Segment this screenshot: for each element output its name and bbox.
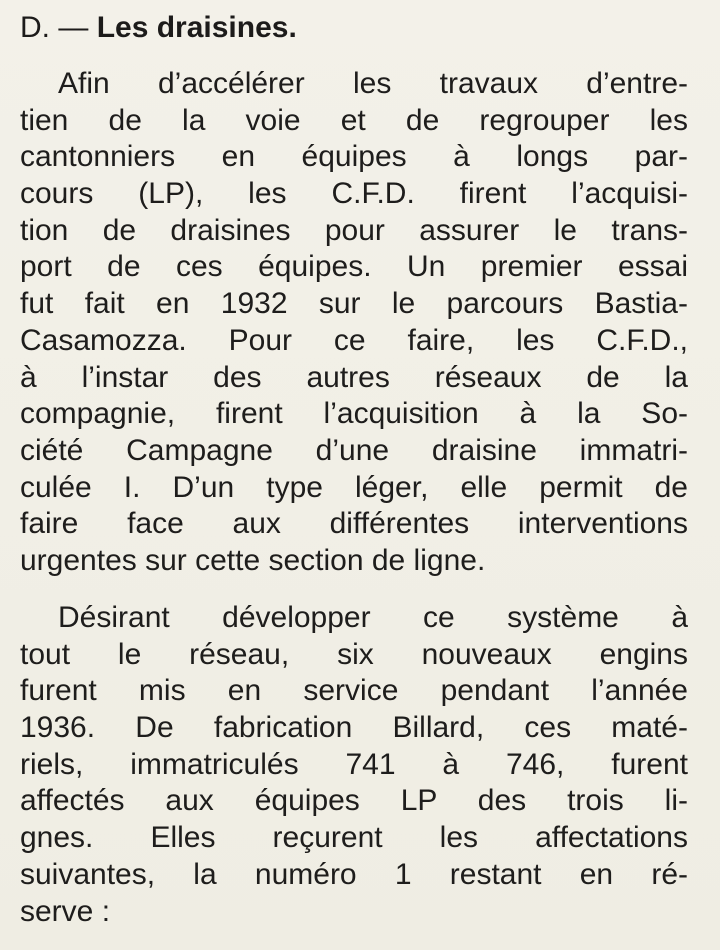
text-line: tion de draisines pour assurer le trans- <box>20 213 688 247</box>
text-line: culée I. D’un type léger, elle permit de <box>20 470 688 504</box>
paragraph-1 <box>20 66 688 580</box>
text-line: affectés aux équipes LP des trois li- <box>20 784 688 818</box>
text-line: cours (LP), les C.F.D. firent l’acquisi- <box>20 177 688 211</box>
text-line: riels, immatriculés 741 à 746, furent <box>20 747 688 781</box>
paragraph-2 <box>20 600 688 930</box>
text-line: 1936. De fabrication Billard, ces maté- <box>20 711 688 745</box>
section-dash: — <box>58 11 89 44</box>
text-line: Désirant développer ce système à <box>58 601 688 634</box>
section-heading <box>20 8 700 48</box>
text-line: serve : <box>20 894 111 928</box>
text-line: furent mis en service pendant l’année <box>20 674 688 708</box>
text-line: gnes. Elles reçurent les affectations <box>20 821 688 855</box>
text-line: faire face aux différentes interventions <box>20 507 688 541</box>
text-line: Afin d’accélérer les travaux d’entre- <box>58 67 688 100</box>
text-line: urgentes sur cette section de ligne. <box>20 543 486 577</box>
section-letter: D. <box>20 11 50 44</box>
text-line: compagnie, firent l’acquisition à la So- <box>20 397 688 431</box>
text-line: à l’instar des autres réseaux de la <box>20 360 688 394</box>
text-line: tien de la voie et de regrouper les <box>20 103 688 137</box>
text-line: ciété Campagne d’une draisine immatri- <box>20 433 688 467</box>
text-line: port de ces équipes. Un premier essai <box>20 250 688 284</box>
text-line: Casamozza. Pour ce faire, les C.F.D., <box>20 323 688 357</box>
text-line: suivantes, la numéro 1 restant en ré- <box>20 857 688 891</box>
text-line: fut fait en 1932 sur le parcours Bastia- <box>20 287 688 321</box>
section-title: Les draisines. <box>96 11 297 44</box>
text-line: cantonniers en équipes à longs par- <box>20 140 688 174</box>
text-line: tout le réseau, six nouveaux engins <box>20 637 688 671</box>
